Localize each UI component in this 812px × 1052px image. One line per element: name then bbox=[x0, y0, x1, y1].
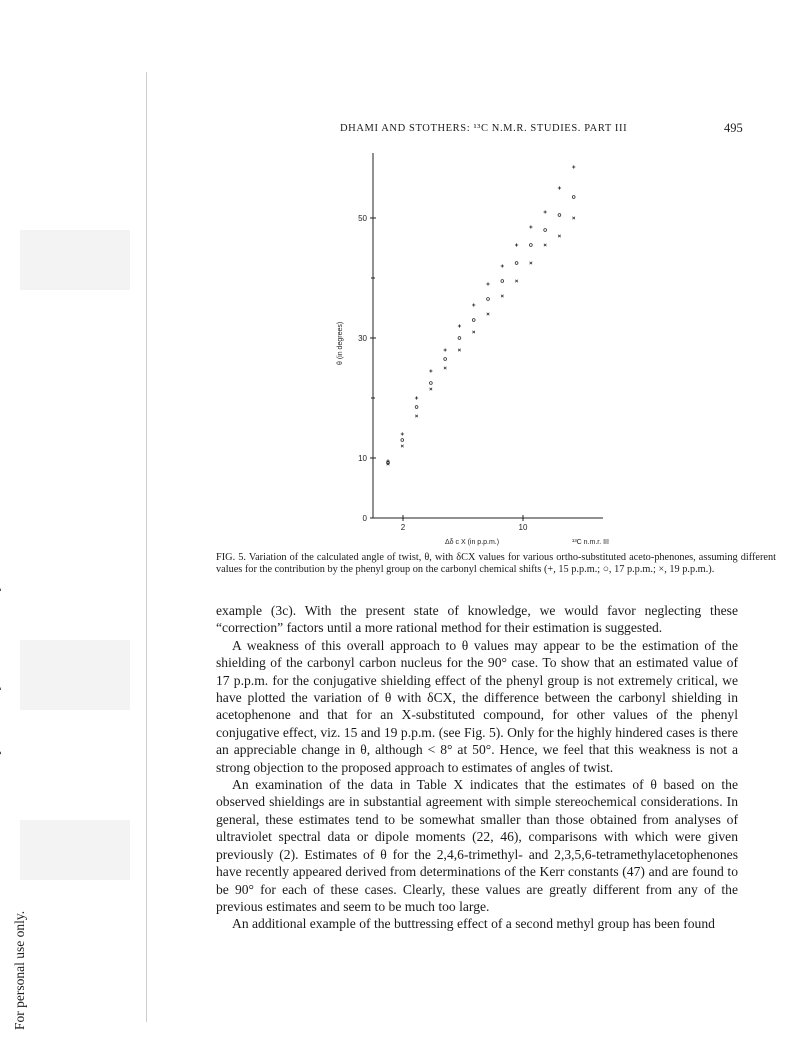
data-point-plus bbox=[486, 282, 489, 285]
data-point-plus bbox=[544, 210, 547, 213]
data-point-cross bbox=[430, 388, 433, 391]
y-tick-label: 50 bbox=[358, 214, 367, 223]
data-point-plus bbox=[429, 369, 432, 372]
x-tick-label: 10 bbox=[518, 523, 528, 532]
data-point-circle bbox=[529, 244, 532, 247]
scan-speckle bbox=[20, 640, 130, 710]
figure-caption: FIG. 5. Variation of the calculated angle of twist, θ, with δCX values for various ortho-substituted aceto-phenones, assuming different values for the contribution by the phenyl group on the carbonyl chemical shifts (+, 15 p.p.m.; ○, 17 p.p.m.; ×, 19 p.p.m.). bbox=[216, 552, 776, 575]
y-tick-label: 10 bbox=[358, 454, 367, 463]
data-point-circle bbox=[458, 337, 461, 340]
data-point-cross bbox=[558, 235, 561, 238]
paragraph: A weakness of this overall approach to θ values may appear to be the estimation of the shielding of the carbonyl carbon nucleus for the 90° case. To show that an estimated value of 17 p.p.m. for the conjugative shielding effect of the phenyl group is not extremely critical, we have plotted the variation of θ with δCX, the difference between the carbonyl shielding in acetophenone and that for an X-substituted compound, for other values of the phenyl conjugative effect, viz. 15 and 19 p.p.m. (see Fig. 5). Only for the highly hindered cases is there an appreciable change in θ, although < 8° at 50°. Hence, we feel that this weakness is not a strong objection to the proposed approach to estimates of angles of twist. bbox=[216, 637, 738, 775]
body-text bbox=[216, 602, 738, 933]
data-point-cross bbox=[572, 217, 575, 220]
data-point-cross bbox=[444, 367, 447, 370]
scan-speckle bbox=[20, 820, 130, 880]
data-point-circle bbox=[501, 280, 504, 283]
data-point-circle bbox=[429, 382, 432, 385]
y-tick-label: 0 bbox=[362, 514, 367, 523]
data-point-plus bbox=[472, 303, 475, 306]
data-point-plus bbox=[415, 396, 418, 399]
running-head: DHAMI AND STOTHERS: ¹³C N.M.R. STUDIES. PART III bbox=[340, 123, 628, 134]
data-point-plus bbox=[515, 243, 518, 246]
data-point-cross bbox=[472, 331, 475, 334]
data-point-plus bbox=[458, 324, 461, 327]
gutter-rule bbox=[146, 72, 147, 1022]
paragraph: An additional example of the buttressing effect of a second methyl group has been found bbox=[232, 916, 715, 932]
paragraph: An examination of the data in Table X indicates that the estimates of θ based on the observed shieldings are in substantial agreement with simple stereochemical considerations. In general, these estimates tend to be somewhat smaller than those obtained from analyses of ultraviolet spectral data or dipole moments (22, 46), comparisons with which were given previously (2). Estimates of θ for the 2,4,6-trimethyl- and 2,3,5,6-tetramethylacetophenones have recently appeared derived from determinations of the Kerr constants (47) and are found to be 90° for each of these cases. Clearly, these values are greatly different from any of the previous estimates and seem to be much too large. bbox=[216, 777, 738, 914]
data-point-cross bbox=[530, 262, 533, 265]
data-point-cross bbox=[401, 445, 404, 448]
data-point-circle bbox=[558, 214, 561, 217]
data-point-circle bbox=[444, 358, 447, 361]
x-axis-extra-label: ¹³C n.m.r. III bbox=[572, 539, 609, 546]
data-point-circle bbox=[415, 406, 418, 409]
page-number: 495 bbox=[724, 121, 743, 135]
data-point-plus bbox=[444, 348, 447, 351]
sidebar-watermark-line1 bbox=[0, 30, 6, 1030]
y-axis-label: θ (in degrees) bbox=[337, 321, 344, 365]
data-point-circle bbox=[515, 262, 518, 265]
data-point-plus bbox=[572, 165, 575, 168]
scatter-chart bbox=[330, 140, 620, 550]
data-point-plus bbox=[401, 432, 404, 435]
x-axis-label: Δδ c X (in p.p.m.) bbox=[445, 539, 500, 546]
scan-speckle bbox=[20, 230, 130, 290]
data-point-circle bbox=[472, 319, 475, 322]
data-point-circle bbox=[572, 196, 575, 199]
paragraph: example (3c). With the present state of knowledge, we would favor neglecting these “correction” factors until a more rational method for their estimation is suggested. bbox=[216, 603, 738, 636]
x-tick-label: 2 bbox=[400, 523, 406, 532]
data-point-cross bbox=[515, 280, 518, 283]
data-point-cross bbox=[501, 295, 504, 298]
data-point-cross bbox=[544, 244, 547, 247]
data-point-plus bbox=[501, 264, 504, 267]
sidebar-watermark-line2: For personal use only. bbox=[12, 910, 27, 1030]
data-point-circle bbox=[544, 229, 547, 232]
data-point-cross bbox=[415, 415, 418, 418]
data-point-plus bbox=[558, 186, 561, 189]
data-point-plus bbox=[529, 225, 532, 228]
data-point-cross bbox=[487, 313, 490, 316]
data-point-circle bbox=[487, 298, 490, 301]
data-point-circle bbox=[401, 439, 404, 442]
y-tick-label: 30 bbox=[358, 334, 367, 343]
figure-5 bbox=[330, 140, 620, 550]
data-point-cross bbox=[458, 349, 461, 352]
